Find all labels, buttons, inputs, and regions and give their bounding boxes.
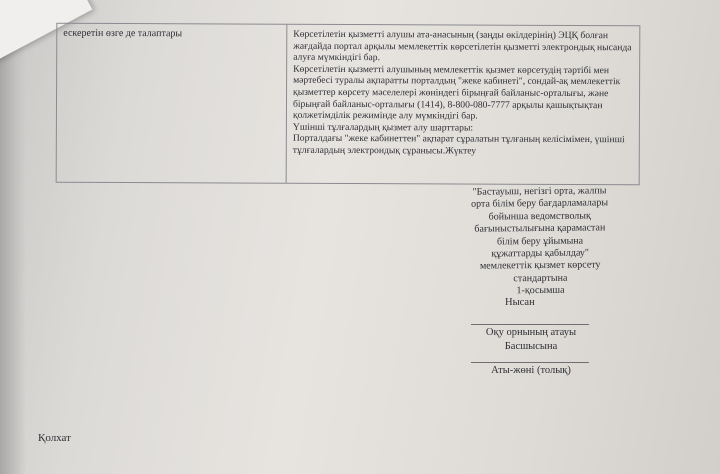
appendix-reference <box>439 185 640 299</box>
receipt-heading: Қолхат <box>38 432 71 444</box>
head-label: Басшысына <box>504 341 558 352</box>
paragraph-status-info: Көрсетілетін қызметті алушының мемлекеттік қызмет көрсетудің тәртібі мен мәртебесі туралы ақпаратты порталдың "жеке кабинеті", сондай-ақ мемлекеттік қызметтер көрсету мәселелері жөніндегі бірыңғай байланыс-орталығы, және бірыңғай байланыс-орталығы (1414), 8-800-080-7777 арқылы қашықтықтан қолжетімділік режимінде алу мүмкіндігі бар. <box>292 63 621 122</box>
appendix-line: бағыныстылығына қарамастан <box>474 222 606 235</box>
fullname-label: Аты-жөні (толық) <box>491 365 571 376</box>
org-name-underline <box>471 324 589 325</box>
appendix-line: "Бастауыш, негізгі орта, жалпы <box>472 185 607 198</box>
table-left-cell: ескеретін өзге де талаптары <box>57 24 288 183</box>
requirements-table <box>56 23 641 186</box>
paragraph-third-party-heading: Үшінші тұлғалардың қызмет алу шарттары: <box>292 121 474 134</box>
fullname-underline <box>471 362 589 363</box>
appendix-line: орта білім беру бағдарламалары <box>471 197 609 211</box>
paragraph-eds: Көрсетілетін қызметті алушы ата-анасының (заңды өкілдерінің) ЭЦҚ болған жағдайда портал арқылы мемлекеттік көрсетілетін қызметті электрондық нысанда алуға мүмкіндігі бар. <box>293 28 632 64</box>
paragraph-third-party-text: Порталдағы "жеке кабинеттен" ақпарат сұралатын тұлғаның келісімімен, үшінші тұлғалардың электрондық сұранысы.Жүктеу <box>292 133 625 157</box>
appendix-line: құжаттарды қабылдау" <box>491 247 589 260</box>
page-edge-shadow <box>0 0 26 474</box>
appendix-line: 1-қосымша <box>516 284 565 297</box>
org-name-label: Оқу орнының атауы <box>485 327 577 338</box>
appendix-line: мемлекеттік қызмет көрсету <box>479 259 601 273</box>
appendix-line: бойынша ведомстволық <box>488 210 591 223</box>
appendix-line: білім беру ұйымына <box>496 235 584 248</box>
table-right-cell <box>287 25 640 185</box>
form-label: Нысан <box>505 297 535 308</box>
appendix-line: стандартына <box>513 272 568 285</box>
